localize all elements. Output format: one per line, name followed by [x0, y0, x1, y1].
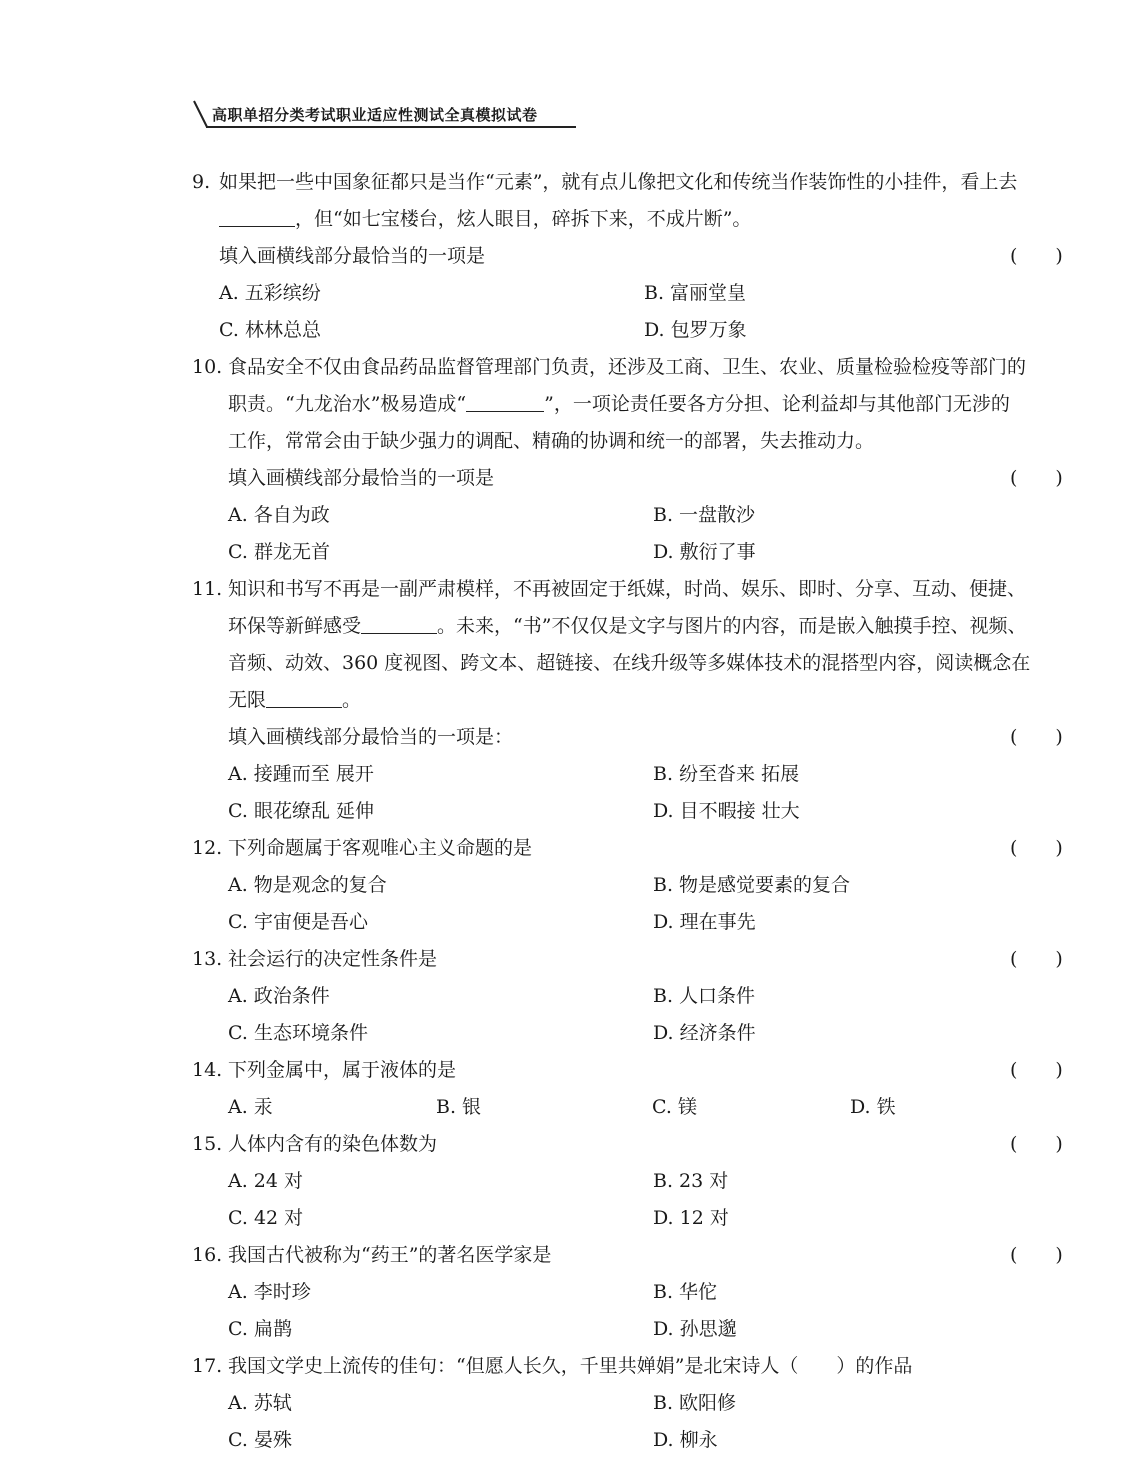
- options-grid: [192, 1274, 1072, 1348]
- answer-blank[interactable]: [219, 206, 295, 227]
- option-b[interactable]: B. 银: [436, 1096, 482, 1118]
- question-stem: 如果把一些中国象征都只是当作“元素”，就有点儿像把文化和传统当作装饰性的小挂件，看上去: [219, 171, 1018, 193]
- option-a[interactable]: A. 接踵而至 展开: [228, 763, 374, 785]
- option-c[interactable]: C. 42 对: [228, 1207, 304, 1229]
- option-d[interactable]: D. 孙思邈: [653, 1318, 737, 1340]
- options-grid: [192, 275, 1072, 349]
- option-a[interactable]: A. 李时珍: [228, 1281, 311, 1303]
- option-c[interactable]: C. 群龙无首: [228, 541, 330, 563]
- question-stem: 。未来，“书”不仅仅是文字与图片的内容，而是嵌入触摸手控、视频、: [437, 615, 1027, 637]
- answer-parentheses[interactable]: ( ): [1010, 948, 1063, 970]
- option-c[interactable]: C. 晏殊: [228, 1429, 292, 1451]
- question-stem: 环保等新鲜感受: [228, 615, 362, 637]
- question-stem-line: [192, 645, 1072, 682]
- option-a[interactable]: A. 物是观念的复合: [228, 874, 387, 896]
- question-number: 16.: [192, 1244, 223, 1266]
- option-b[interactable]: B. 23 对: [653, 1170, 729, 1192]
- option-d[interactable]: D. 敷衍了事: [653, 541, 756, 563]
- question-stem: 食品安全不仅由食品药品监督管理部门负责，还涉及工商、卫生、农业、质量检验检疫等部门的: [228, 356, 1027, 378]
- question-stem: 。: [342, 689, 362, 711]
- option-b[interactable]: B. 一盘散沙: [653, 504, 756, 526]
- question-number: 12.: [192, 837, 223, 859]
- option-b[interactable]: B. 纷至沓来 拓展: [653, 763, 800, 785]
- option-c[interactable]: C. 眼花缭乱 延伸: [228, 800, 374, 822]
- question-stem: 知识和书写不再是一副严肃模样，不再被固定于纸媒，时尚、娱乐、即时、分享、互动、便捷、: [228, 578, 1027, 600]
- option-a[interactable]: A. 政治条件: [228, 985, 330, 1007]
- page-header: [192, 100, 582, 128]
- question-stem-line: [192, 349, 1072, 386]
- option-a[interactable]: A. 苏轼: [228, 1392, 292, 1414]
- header-slash-mark: [192, 100, 208, 128]
- option-b[interactable]: B. 物是感觉要素的复合: [653, 874, 851, 896]
- option-c[interactable]: C. 镁: [652, 1096, 697, 1118]
- answer-parentheses[interactable]: ( ): [1010, 1244, 1063, 1266]
- answer-parentheses[interactable]: ( ): [1010, 1059, 1063, 1081]
- question-12: [192, 830, 1072, 941]
- question-number: 11.: [192, 578, 223, 600]
- option-c[interactable]: C. 林林总总: [219, 319, 321, 341]
- question-stem-line: [192, 164, 1072, 201]
- option-b[interactable]: B. 富丽堂皇: [644, 282, 747, 304]
- option-b[interactable]: B. 欧阳修: [653, 1392, 737, 1414]
- answer-parentheses[interactable]: ( ): [1010, 1133, 1063, 1155]
- option-d[interactable]: D. 铁: [850, 1096, 896, 1118]
- question-stem: ，但“如七宝楼台，炫人眼目，碎拆下来，不成片断”。: [295, 208, 752, 230]
- option-c[interactable]: C. 扁鹊: [228, 1318, 292, 1340]
- question-list: [192, 164, 1072, 1459]
- option-c[interactable]: C. 宇宙便是吾心: [228, 911, 368, 933]
- header-rule: [206, 126, 576, 128]
- option-d[interactable]: D. 目不暇接 壮大: [653, 800, 800, 822]
- answer-parentheses[interactable]: ( ): [1010, 726, 1063, 748]
- options-grid: [192, 978, 1072, 1052]
- option-a[interactable]: A. 汞: [228, 1096, 273, 1118]
- options-grid: [192, 1385, 1072, 1459]
- question-prompt: 填入画横线部分最恰当的一项是: [219, 245, 486, 267]
- question-stem: 无限: [228, 689, 267, 711]
- question-stem: 下列金属中，属于液体的是: [228, 1059, 457, 1081]
- question-number: 13.: [192, 948, 223, 970]
- question-stem-line: [192, 608, 1072, 645]
- question-17: [192, 1348, 1072, 1459]
- question-stem-line: [192, 386, 1072, 423]
- question-stem: 我国文学史上流传的佳句：“但愿人长久，千里共婵娟”是北宋诗人（ ）的作品: [228, 1355, 913, 1377]
- question-stem: 工作，常常会由于缺少强力的调配、精确的协调和统一的部署，失去推动力。: [228, 430, 875, 452]
- answer-blank[interactable]: [361, 613, 437, 634]
- question-stem-line: [192, 571, 1072, 608]
- question-stem-line: [192, 682, 1072, 719]
- question-stem-line: [192, 1052, 1072, 1089]
- options-grid: [192, 756, 1072, 830]
- options-row: [192, 1089, 1072, 1126]
- options-grid: [192, 497, 1072, 571]
- question-stem: 下列命题属于客观唯心主义命题的是: [228, 837, 533, 859]
- answer-blank[interactable]: [266, 687, 342, 708]
- question-13: [192, 941, 1072, 1052]
- answer-parentheses[interactable]: ( ): [1010, 245, 1063, 267]
- option-a[interactable]: A. 24 对: [228, 1170, 304, 1192]
- question-stem: 人体内含有的染色体数为: [228, 1133, 438, 1155]
- question-stem: ”，一项论责任要各方分担、论利益却与其他部门无涉的: [544, 393, 1010, 415]
- question-stem-line: [192, 1237, 1072, 1274]
- question-prompt: 填入画横线部分最恰当的一项是：: [228, 726, 514, 748]
- option-b[interactable]: B. 人口条件: [653, 985, 756, 1007]
- answer-blank[interactable]: [466, 391, 544, 412]
- option-b[interactable]: B. 华佗: [653, 1281, 718, 1303]
- question-stem-line: [192, 1126, 1072, 1163]
- question-number: 10.: [192, 356, 223, 378]
- question-number: 15.: [192, 1133, 223, 1155]
- question-11: [192, 571, 1072, 830]
- question-prompt-line: [192, 238, 1072, 275]
- option-d[interactable]: D. 12 对: [653, 1207, 729, 1229]
- question-stem-line: [192, 830, 1072, 867]
- options-grid: [192, 1163, 1072, 1237]
- question-stem-line: [192, 201, 1072, 238]
- question-stem: 职责。“九龙治水”极易造成“: [228, 393, 467, 415]
- question-number: 14.: [192, 1059, 223, 1081]
- option-d[interactable]: D. 经济条件: [653, 1022, 756, 1044]
- option-d[interactable]: D. 柳永: [653, 1429, 718, 1451]
- question-stem: 我国古代被称为“药王”的著名医学家是: [228, 1244, 552, 1266]
- question-14: [192, 1052, 1072, 1126]
- option-d[interactable]: D. 理在事先: [653, 911, 756, 933]
- question-number: 17.: [192, 1355, 223, 1377]
- question-prompt-line: [192, 719, 1072, 756]
- question-stem-line: [192, 1348, 1072, 1385]
- question-15: [192, 1126, 1072, 1237]
- question-10: [192, 349, 1072, 571]
- header-title: 高职单招分类考试职业适应性测试全真模拟试卷: [212, 106, 538, 124]
- answer-parentheses[interactable]: ( ): [1010, 837, 1063, 859]
- question-9: [192, 164, 1072, 349]
- question-stem: 音频、动效、360 度视图、跨文本、超链接、在线升级等多媒体技术的混搭型内容，阅读概念在: [228, 652, 1031, 674]
- question-number: 9.: [192, 171, 211, 193]
- options-grid: [192, 867, 1072, 941]
- option-c[interactable]: C. 生态环境条件: [228, 1022, 368, 1044]
- question-stem: 社会运行的决定性条件是: [228, 948, 438, 970]
- question-16: [192, 1237, 1072, 1348]
- option-a[interactable]: A. 各自为政: [228, 504, 330, 526]
- question-stem-line: [192, 423, 1072, 460]
- question-stem-line: [192, 941, 1072, 978]
- option-a[interactable]: A. 五彩缤纷: [219, 282, 321, 304]
- question-prompt-line: [192, 460, 1072, 497]
- option-d[interactable]: D. 包罗万象: [644, 319, 747, 341]
- answer-parentheses[interactable]: ( ): [1010, 467, 1063, 489]
- question-prompt: 填入画横线部分最恰当的一项是: [228, 467, 495, 489]
